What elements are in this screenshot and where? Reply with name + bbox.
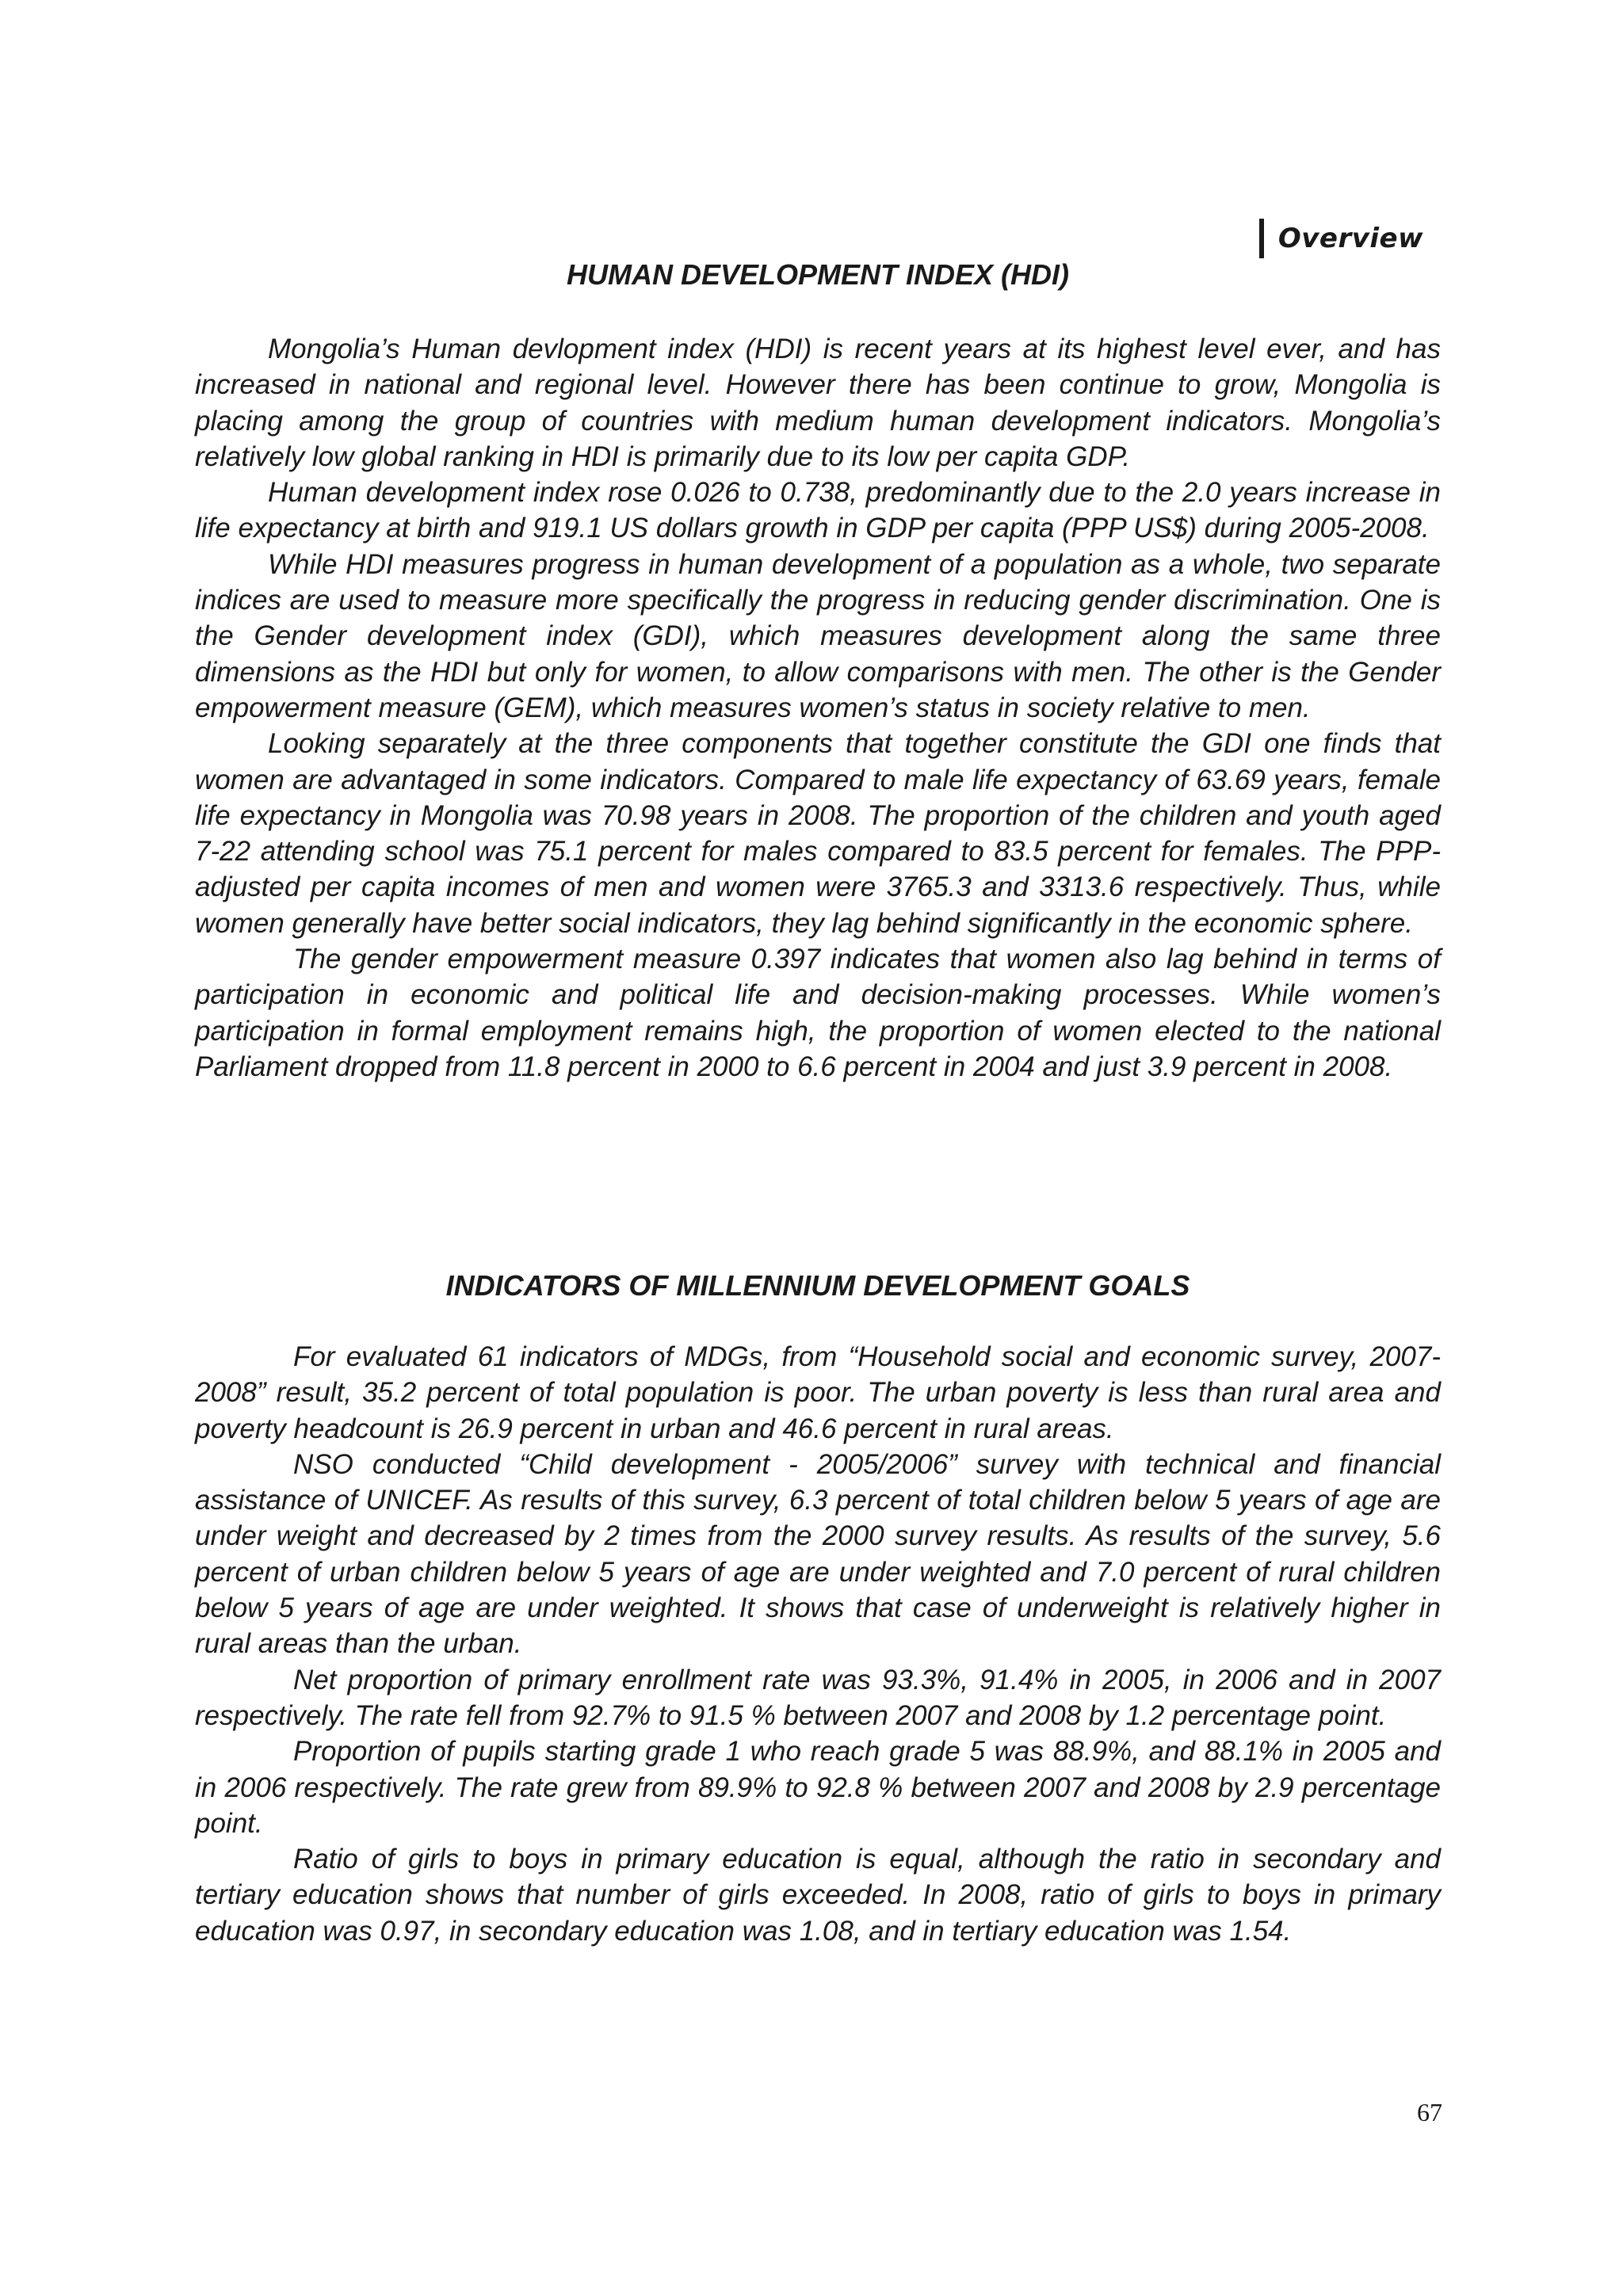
mdg-section-body: [195, 1339, 1441, 1949]
paragraph: While HDI measures progress in human development of a population as a whole, two separate indices are used to measure more specifically the progress in reducing gender discrimination. One is the Gender development index (GDI), which measures development along the same three dimensions as the HDI but only for women, to allow comparisons with men. The other is the Gender empowerment measure (GEM), which measures women’s status in society relative to men.: [195, 548, 1441, 723]
paragraph: Proportion of pupils starting grade 1 who reach grade 5 was 88.9%, and 88.1% in 2005 and in 2006 respectively. The rate grew from 89.9% to 92.8 % between 2007 and 2008 by 2.9 percentage point.: [195, 1736, 1441, 1839]
section-label: Overview: [1277, 223, 1423, 254]
page-number: 67: [1417, 2098, 1442, 2126]
paragraph: Looking separately at the three components that together constitute the GDI one finds that women are advantaged in some indicators. Compared to male life expectancy of 63.69 years, female life expectancy in Mongolia was 70.98 years in 2008. The proportion of the children and youth aged 7-22 attending school was 75.1 percent for males compared to 83.5 percent for females. The PPP-adjusted per capita incomes of men and women were 3765.3 and 3313.6 respectively. Thus, while women generally have better social indicators, they lag behind significantly in the economic sphere.: [195, 728, 1441, 939]
paragraph: Human development index rose 0.026 to 0.738, predominantly due to the 2.0 years increase in life expectancy at birth and 919.1 US dollars growth in GDP per capita (PPP US$) during 2005-2008.: [195, 477, 1441, 544]
paragraph: Ratio of girls to boys in primary education is equal, although the ratio in secondary and tertiary education shows that number of girls exceeded. In 2008, ratio of girls to boys in primary education was 0.97, in secondary education was 1.08, and in tertiary education was 1.54.: [195, 1844, 1441, 1947]
paragraph: For evaluated 61 indicators of MDGs, from “Household social and economic survey, 2007-2008” result, 35.2 percent of total population is poor. The urban poverty is less than rural area and poverty headcount is 26.9 percent in urban and 46.6 percent in rural areas.: [195, 1341, 1441, 1444]
paragraph: Mongolia’s Human devlopment index (HDI) is recent years at its highest level ever, and has increased in national and regional level. However there has been continue to grow, Mongolia is placing among the group of countries with medium human development indicators. Mongolia’s relatively low global ranking in HDI is primarily due to its low per capita GDP.: [195, 334, 1441, 472]
header-divider: [1259, 219, 1264, 258]
hdi-heading: HUMAN DEVELOPMENT INDEX (HDI): [566, 258, 1069, 291]
paragraph: Net proportion of primary enrollment rate was 93.3%, 91.4% in 2005, in 2006 and in 2007 respectively. The rate fell from 92.7% to 91.5 % between 2007 and 2008 by 1.2 percentage point.: [195, 1664, 1441, 1731]
paragraph: The gender empowerment measure 0.397 indicates that women also lag behind in terms of participation in economic and political life and decision-making processes. While women’s participation in formal employment remains high, the proportion of women elected to the national Parliament dropped from 11.8 percent in 2000 to 6.6 percent in 2004 and just 3.9 percent in 2008.: [195, 944, 1441, 1082]
running-header: [1259, 219, 1423, 258]
paragraph: NSO conducted “Child development - 2005/2006” survey with technical and financial assistance of UNICEF. As results of this survey, 6.3 percent of total children below 5 years of age are under weight and decreased by 2 times from the 2000 survey results. As results of the survey, 5.6 percent of urban children below 5 years of age are under weighted and 7.0 percent of rural children below 5 years of age are under weighted. It shows that case of underweight is relatively higher in rural areas than the urban.: [195, 1448, 1441, 1660]
mdg-heading: INDICATORS OF MILLENNIUM DEVELOPMENT GOALS: [445, 1269, 1190, 1302]
hdi-section-body: [195, 331, 1441, 1085]
